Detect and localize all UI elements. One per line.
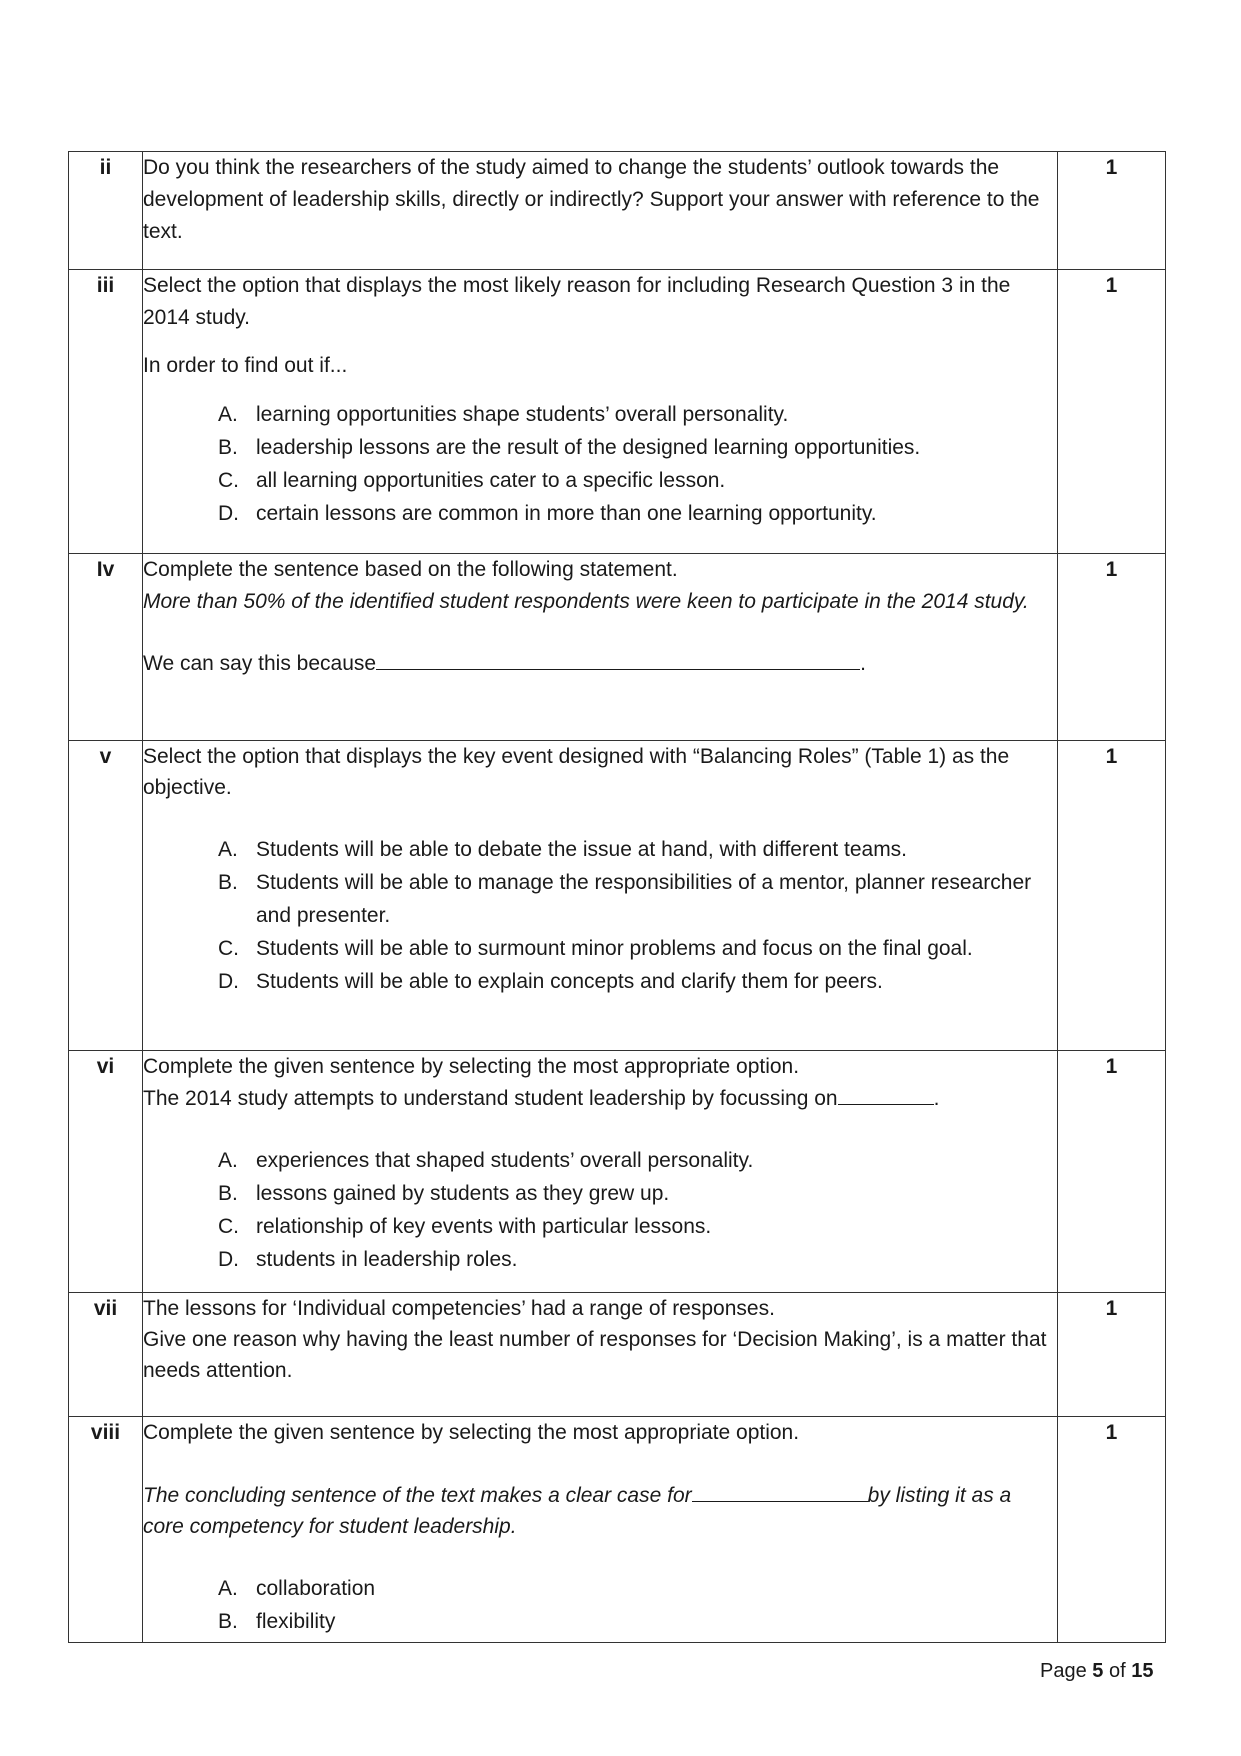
option-b[interactable]: B. lessons gained by students as they grew up. — [218, 1182, 670, 1205]
question-number: ii — [69, 152, 143, 270]
option-list — [143, 398, 1057, 530]
page-of-label: of — [1108, 1660, 1126, 1682]
option-a[interactable]: A. collaboration — [218, 1577, 376, 1600]
page-footer — [1040, 1660, 1153, 1683]
question-body — [143, 270, 1058, 554]
option-d[interactable]: D. Students will be able to explain concepts and clarify them for peers. — [218, 970, 883, 993]
option-list — [143, 1572, 1057, 1638]
option-b[interactable]: B. leadership lessons are the result of the designed learning opportunities. — [218, 436, 921, 459]
question-statement: More than 50% of the identified student respondents were keen to participate in the 2014 study. — [143, 590, 1029, 613]
question-row-v — [69, 741, 1166, 1051]
question-row-vi — [69, 1051, 1166, 1293]
option-c[interactable]: C. Students will be able to surmount minor problems and focus on the final goal. — [218, 937, 973, 960]
question-text: Complete the sentence based on the following statement. — [143, 558, 678, 581]
page-current: 5 — [1092, 1660, 1104, 1682]
question-text: Complete the given sentence by selecting the most appropriate option. — [143, 1421, 800, 1444]
question-row-ii — [69, 152, 1166, 270]
question-table — [68, 151, 1166, 1643]
question-row-iii — [69, 270, 1166, 554]
question-marks: 1 — [1058, 741, 1166, 1051]
option-a[interactable]: A. Students will be able to debate the issue at hand, with different teams. — [218, 838, 908, 861]
question-marks: 1 — [1058, 1051, 1166, 1293]
option-a[interactable]: A. experiences that shaped students’ overall personality. — [218, 1149, 754, 1172]
answer-blank[interactable] — [692, 1479, 868, 1502]
question-number: viii — [69, 1417, 143, 1643]
answer-blank[interactable] — [376, 647, 860, 670]
question-number: vii — [69, 1293, 143, 1417]
question-body — [143, 554, 1058, 741]
option-d[interactable]: D. students in leadership roles. — [218, 1248, 518, 1271]
question-body — [143, 741, 1058, 1051]
question-text: Complete the given sentence by selecting the most appropriate option. — [143, 1055, 800, 1078]
option-a[interactable]: A. learning opportunities shape students’ overall personality. — [218, 403, 789, 426]
question-text: Give one reason why having the least number of responses for ‘Decision Making’, is a matter that needs attention. — [143, 1328, 1047, 1382]
question-marks: 1 — [1058, 554, 1166, 741]
question-row-vii — [69, 1293, 1166, 1417]
question-text: Select the option that displays the most likely reason for including Research Question 3 in the 2014 study. — [143, 274, 1011, 329]
question-number: Iv — [69, 554, 143, 741]
question-body — [143, 1293, 1058, 1417]
answer-line: We can say this because . — [143, 647, 1057, 680]
option-list — [143, 1144, 1057, 1276]
option-list — [143, 833, 1057, 998]
question-body — [143, 1051, 1058, 1293]
option-d[interactable]: D. certain lessons are common in more than one learning opportunity. — [218, 502, 877, 525]
question-number: v — [69, 741, 143, 1051]
page-total: 15 — [1131, 1660, 1154, 1682]
question-lead: In order to find out if... — [143, 354, 348, 377]
question-row-iv — [69, 554, 1166, 741]
question-text: Do you think the researchers of the study aimed to change the students’ outlook towards the development of leadership skills, directly or indirectly? Support your answer with reference to the text. — [143, 156, 1040, 243]
question-row-viii — [69, 1417, 1166, 1643]
page-label: Page — [1040, 1660, 1087, 1682]
question-text: Select the option that displays the key event designed with “Balancing Roles” (Table 1) as the objective. — [143, 745, 1010, 799]
option-b[interactable]: B. Students will be able to manage the responsibilities of a mentor, planner researcher and presenter. — [218, 871, 1032, 927]
question-number: vi — [69, 1051, 143, 1293]
question-sentence: The concluding sentence of the text makes a clear case for by listing it as a core competency for student leadership. — [143, 1479, 1057, 1542]
question-text: The lessons for ‘Individual competencies’ had a range of responses. — [143, 1297, 775, 1320]
question-marks: 1 — [1058, 270, 1166, 554]
question-marks: 1 — [1058, 152, 1166, 270]
question-marks: 1 — [1058, 1417, 1166, 1643]
question-number: iii — [69, 270, 143, 554]
answer-blank[interactable] — [838, 1082, 934, 1105]
question-sentence: The 2014 study attempts to understand student leadership by focussing on . — [143, 1082, 1057, 1114]
question-marks: 1 — [1058, 1293, 1166, 1417]
option-b[interactable]: B. flexibility — [218, 1610, 336, 1633]
question-body — [143, 1417, 1058, 1643]
option-c[interactable]: C. relationship of key events with particular lessons. — [218, 1215, 712, 1238]
question-body — [143, 152, 1058, 270]
option-c[interactable]: C. all learning opportunities cater to a specific lesson. — [218, 469, 726, 492]
